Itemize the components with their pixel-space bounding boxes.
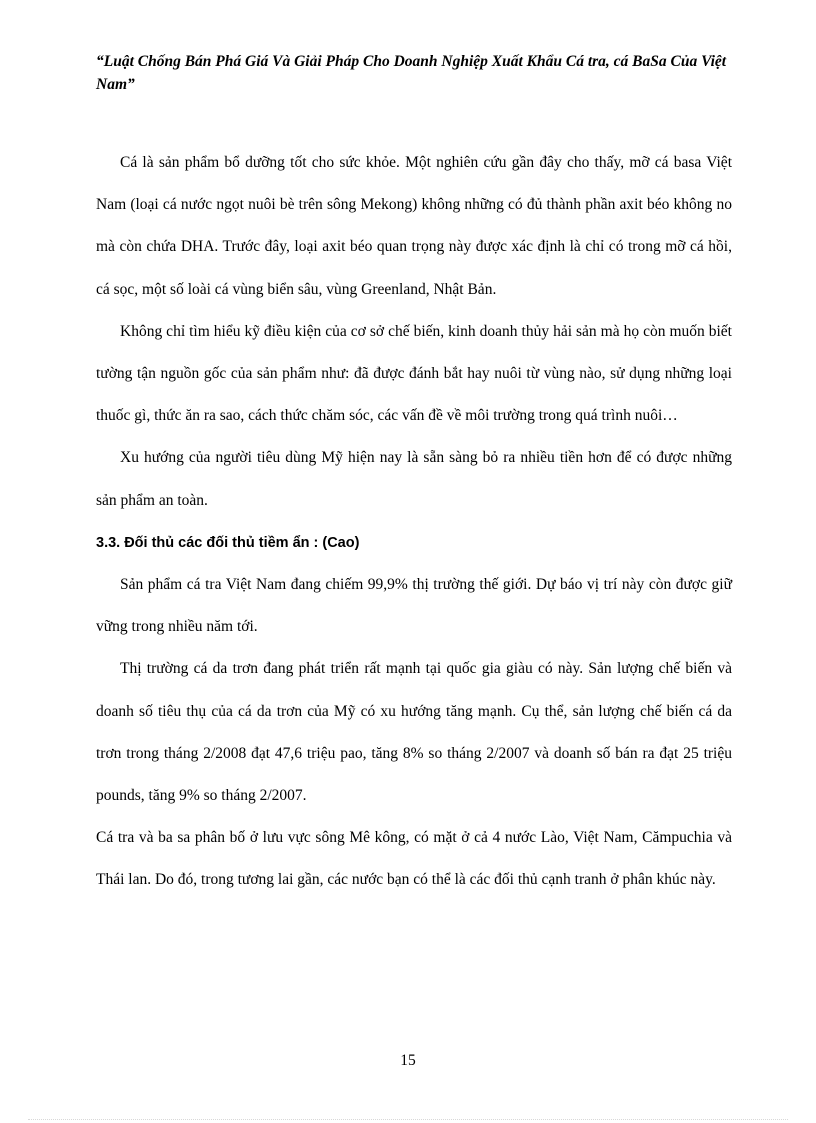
page-bottom-divider — [28, 1119, 788, 1120]
paragraph-consumer-origin-concerns: Không chỉ tìm hiểu kỹ điều kiện của cơ sở chế biến, kinh doanh thủy hải sản mà họ còn muốn biết tường tận nguồn gốc của sản phẩm như: đã được đánh bắt hay nuôi từ vùng nào, sử dụng những loại thuốc gì, thức ăn ra sao, cách thức chăm sóc, các vấn đề về môi trường trong quá trình nuôi… — [96, 322, 732, 425]
document-body — [96, 142, 732, 902]
document-header-title: “Luật Chống Bán Phá Giá Và Giải Pháp Cho Doanh Nghiệp Xuất Khẩu Cá tra, cá BaSa Của Việt Nam” — [96, 53, 727, 93]
paragraph-mekong-distribution: Cá tra và ba sa phân bố ở lưu vực sông Mê kông, có mặt ở cả 4 nước Lào, Việt Nam, Cămpuchia và Thái lan. Do đó, trong tương lai gần, các nước bạn có thể là các đối thủ cạnh tranh ở phân khúc này. — [96, 829, 732, 889]
section-heading-potential-competitors: 3.3. Đối thủ các đối thủ tiềm ẩn : (Cao) — [96, 534, 360, 551]
paragraph-fish-nutrition: Cá là sản phẩm bổ dưỡng tốt cho sức khỏe. Một nghiên cứu gần đây cho thấy, mỡ cá basa Việt Nam (loại cá nước ngọt nuôi bè trên sông Mekong) không những có đủ thành phần axit béo không no mà còn chứa DHA. Trước đây, loại axit béo quan trọng này được xác định là chỉ có trong mỡ cá hồi, cá sọc, một số loài cá vùng biển sâu, vùng Greenland, Nhật Bản. — [96, 154, 732, 298]
paragraph-us-catfish-market: Thị trường cá da trơn đang phát triển rất mạnh tại quốc gia giàu có này. Sản lượng chế biến và doanh số tiêu thụ của cá da trơn của Mỹ có xu hướng tăng mạnh. Cụ thể, sản lượng chế biến cá da trơn trong tháng 2/2008 đạt 47,6 triệu pao, tăng 8% so tháng 2/2007 và doanh số bán ra đạt 25 triệu pounds, tăng 9% so tháng 2/2007. — [96, 660, 732, 805]
paragraph-consumer-trend: Xu hướng của người tiêu dùng Mỹ hiện nay là sẵn sàng bỏ ra nhiều tiền hơn để có được những sản phẩm an toàn. — [96, 449, 732, 509]
paragraph-market-share: Sản phẩm cá tra Việt Nam đang chiếm 99,9% thị trường thế giới. Dự báo vị trí này còn được giữ vững trong nhiều năm tới. — [96, 576, 732, 636]
page-number: 15 — [400, 1052, 416, 1069]
